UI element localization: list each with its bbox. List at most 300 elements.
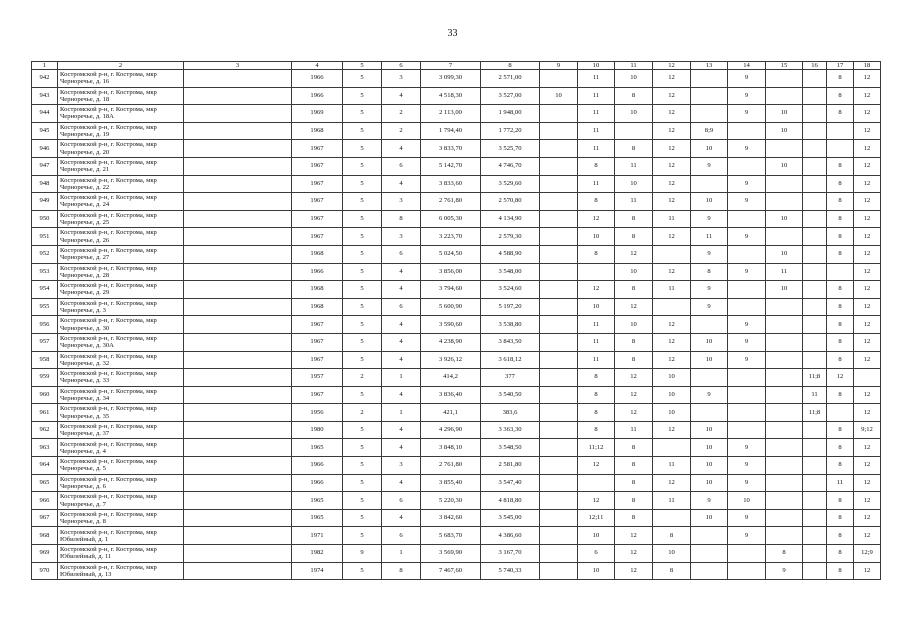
table-row [32,509,881,527]
col-16-cell: 11;8 [803,404,827,422]
col-16-cell [803,298,827,316]
row-number-cell: 961 [32,404,58,422]
col-14-cell: 9 [728,175,766,193]
col-18-cell: 12 [854,175,881,193]
col-9-cell [540,281,578,299]
col-16-cell [803,421,827,439]
col-10-cell: 8 [578,404,615,422]
col-17-cell: 8 [827,298,854,316]
col-16-cell [803,333,827,351]
address-line: Черноречье, д. 28 [60,271,110,279]
address-cell [58,87,184,105]
col-12-cell: 12 [653,228,691,246]
col-13-cell [691,369,728,387]
column-number-18: 18 [854,62,881,70]
col-18-cell: 12 [854,527,881,545]
col-6-cell: 2 [382,122,421,140]
col-12-cell: 11 [653,210,691,228]
col-18-cell: 12 [854,281,881,299]
address-line: Костромской р-н, г. Кострома, мкр [60,510,157,518]
col-7-cell: 3 856,00 [421,263,481,281]
col-5-cell: 5 [343,457,382,475]
col-4-cell: 1967 [292,193,343,211]
column-number-15: 15 [766,62,803,70]
col-17-cell: 8 [827,70,854,88]
row-number-cell: 966 [32,492,58,510]
col-17-cell [827,404,854,422]
col-11-cell: 8 [615,333,653,351]
col-15-cell [766,333,803,351]
table-row [32,527,881,545]
col-4-cell: 1967 [292,157,343,175]
col-12-cell [653,509,691,527]
address-line: Костромской р-н, г. Кострома, мкр [60,493,157,501]
column-number-1: 1 [32,62,58,70]
col-6-cell: 4 [382,351,421,369]
address-cell [58,245,184,263]
col-3-cell [184,492,292,510]
table-row [32,298,881,316]
col-14-cell [728,298,766,316]
col-17-cell: 8 [827,105,854,123]
address-line: Черноречье, д. 24 [60,201,110,209]
col-7-cell: 1 794,40 [421,122,481,140]
col-15-cell [766,439,803,457]
address-cell [58,70,184,88]
col-8-cell: 3 538,80 [481,316,540,334]
col-9-cell [540,509,578,527]
col-3-cell [184,193,292,211]
column-number-2: 2 [58,62,184,70]
col-12-cell: 12 [653,193,691,211]
col-8-cell: 3 529,60 [481,175,540,193]
col-18-cell: 12 [854,193,881,211]
col-4-cell: 1968 [292,281,343,299]
col-5-cell: 5 [343,527,382,545]
col-18-cell: 12 [854,210,881,228]
col-14-cell [728,421,766,439]
col-6-cell: 1 [382,404,421,422]
col-16-cell [803,193,827,211]
col-13-cell: 10 [691,509,728,527]
col-13-cell: 10 [691,351,728,369]
col-14-cell: 10 [728,492,766,510]
address-line: Черноречье, д. 25 [60,219,110,227]
column-number-8: 8 [481,62,540,70]
col-14-cell: 9 [728,474,766,492]
col-13-cell [691,105,728,123]
address-line: Черноречье, д. 6 [60,482,106,490]
col-12-cell: 12 [653,421,691,439]
col-4-cell: 1969 [292,105,343,123]
row-number-cell: 952 [32,245,58,263]
col-18-cell: 12 [854,562,881,580]
col-7-cell: 3 926,12 [421,351,481,369]
col-16-cell [803,527,827,545]
col-11-cell [615,122,653,140]
col-11-cell: 12 [615,245,653,263]
col-3-cell [184,122,292,140]
col-10-cell: 11;12 [578,439,615,457]
col-9-cell [540,316,578,334]
col-18-cell [854,369,881,387]
col-13-cell [691,175,728,193]
col-14-cell: 9 [728,527,766,545]
col-18-cell: 12 [854,351,881,369]
row-number-cell: 944 [32,105,58,123]
col-10-cell: 8 [578,245,615,263]
col-6-cell: 4 [382,140,421,158]
col-5-cell: 5 [343,193,382,211]
col-10-cell: 11 [578,70,615,88]
col-8-cell: 2 570,80 [481,193,540,211]
address-line: Костромской р-н, г. Кострома, мкр [60,563,157,571]
address-line: Костромской р-н, г. Кострома, мкр [60,405,157,413]
col-18-cell: 12 [854,298,881,316]
col-4-cell: 1967 [292,140,343,158]
col-9-cell [540,545,578,563]
col-10-cell [578,474,615,492]
col-5-cell: 2 [343,404,382,422]
col-5-cell: 5 [343,157,382,175]
col-6-cell: 3 [382,228,421,246]
col-7-cell: 3 099,30 [421,70,481,88]
col-12-cell: 12 [653,263,691,281]
col-8-cell: 3 545,00 [481,509,540,527]
column-number-14: 14 [728,62,766,70]
col-16-cell [803,492,827,510]
address-cell [58,122,184,140]
col-8-cell: 377 [481,369,540,387]
row-number-cell: 951 [32,228,58,246]
col-6-cell: 4 [382,87,421,105]
row-number-cell: 960 [32,386,58,404]
col-4-cell: 1967 [292,316,343,334]
table-row [32,281,881,299]
address-cell [58,509,184,527]
col-8-cell: 3 548,50 [481,439,540,457]
col-7-cell: 4 296,90 [421,421,481,439]
col-4-cell: 1980 [292,421,343,439]
col-17-cell: 8 [827,210,854,228]
col-4-cell: 1956 [292,404,343,422]
col-4-cell: 1965 [292,439,343,457]
col-8-cell: 4 818,80 [481,492,540,510]
col-15-cell [766,457,803,475]
address-cell [58,562,184,580]
col-15-cell: 10 [766,281,803,299]
col-4-cell: 1968 [292,245,343,263]
col-3-cell [184,562,292,580]
col-9-cell [540,474,578,492]
row-number-cell: 954 [32,281,58,299]
col-14-cell: 9 [728,509,766,527]
col-6-cell: 6 [382,527,421,545]
col-18-cell: 12 [854,386,881,404]
col-16-cell [803,509,827,527]
col-17-cell: 8 [827,193,854,211]
col-9-cell [540,193,578,211]
table-row [32,210,881,228]
col-12-cell: 10 [653,386,691,404]
col-13-cell [691,316,728,334]
col-10-cell: 11 [578,316,615,334]
col-9-cell [540,351,578,369]
col-10-cell: 12 [578,457,615,475]
row-number-cell: 945 [32,122,58,140]
address-cell [58,457,184,475]
table-row [32,351,881,369]
col-5-cell: 2 [343,369,382,387]
table-row [32,316,881,334]
col-6-cell: 4 [382,175,421,193]
col-12-cell: 12 [653,70,691,88]
table-row [32,333,881,351]
col-16-cell [803,210,827,228]
address-line: Костромской р-н, г. Кострома, мкр [60,422,157,430]
row-number-cell: 948 [32,175,58,193]
col-10-cell: 11 [578,175,615,193]
row-number-cell: 963 [32,439,58,457]
col-12-cell: 11 [653,457,691,475]
address-line: Черноречье, д. 22 [60,183,110,191]
col-18-cell: 12 [854,87,881,105]
col-10-cell: 10 [578,562,615,580]
col-18-cell: 12 [854,439,881,457]
col-5-cell: 5 [343,122,382,140]
address-cell [58,474,184,492]
col-8-cell: 3 524,60 [481,281,540,299]
col-6-cell: 4 [382,263,421,281]
col-5-cell: 5 [343,509,382,527]
column-number-header-row [32,62,881,70]
address-line: Костромской р-н, г. Кострома, мкр [60,317,157,325]
table-row [32,263,881,281]
col-14-cell: 9 [728,333,766,351]
row-number-cell: 968 [32,527,58,545]
table-body [32,62,881,580]
col-7-cell: 5 683,70 [421,527,481,545]
address-line: Костромской р-н, г. Кострома, мкр [60,123,157,131]
col-15-cell: 9 [766,562,803,580]
col-10-cell: 8 [578,157,615,175]
address-cell [58,210,184,228]
col-6-cell: 4 [382,439,421,457]
col-5-cell: 5 [343,421,382,439]
col-4-cell: 1967 [292,175,343,193]
address-cell [58,386,184,404]
col-13-cell: 9 [691,492,728,510]
col-15-cell [766,351,803,369]
col-12-cell [653,439,691,457]
col-7-cell: 6 005,30 [421,210,481,228]
col-18-cell: 12 [854,316,881,334]
col-6-cell: 2 [382,105,421,123]
col-18-cell: 12 [854,509,881,527]
col-15-cell: 11 [766,263,803,281]
col-16-cell [803,439,827,457]
address-line: Юбилейный, д. 11 [60,553,112,561]
col-7-cell: 3 833,60 [421,175,481,193]
row-number-cell: 965 [32,474,58,492]
col-8-cell: 3 363,30 [481,421,540,439]
col-13-cell [691,404,728,422]
col-14-cell [728,210,766,228]
row-number-cell: 957 [32,333,58,351]
col-11-cell: 8 [615,439,653,457]
row-number-cell: 962 [32,421,58,439]
col-15-cell: 10 [766,122,803,140]
col-6-cell: 4 [382,386,421,404]
table-row [32,404,881,422]
col-14-cell: 9 [728,70,766,88]
address-line: Черноречье, д. 35 [60,412,110,420]
col-17-cell: 12 [827,369,854,387]
col-14-cell: 9 [728,316,766,334]
col-3-cell [184,105,292,123]
col-7-cell: 3 855,40 [421,474,481,492]
col-15-cell [766,193,803,211]
col-15-cell: 8 [766,545,803,563]
address-cell [58,157,184,175]
col-13-cell: 10 [691,474,728,492]
col-17-cell: 8 [827,457,854,475]
table-row [32,439,881,457]
table-row [32,492,881,510]
col-3-cell [184,545,292,563]
col-12-cell: 12 [653,175,691,193]
address-line: Костромской р-н, г. Кострома, мкр [60,176,157,184]
col-10-cell: 8 [578,421,615,439]
col-7-cell: 3 836,40 [421,386,481,404]
col-13-cell [691,562,728,580]
col-10-cell: 11 [578,105,615,123]
col-9-cell [540,263,578,281]
col-4-cell: 1967 [292,333,343,351]
col-10-cell: 12;11 [578,509,615,527]
col-14-cell: 9 [728,457,766,475]
col-8-cell: 3 525,70 [481,140,540,158]
address-line: Костромской р-н, г. Кострома, мкр [60,247,157,255]
col-17-cell: 8 [827,245,854,263]
row-number-cell: 969 [32,545,58,563]
address-cell [58,369,184,387]
col-11-cell: 8 [615,281,653,299]
col-14-cell [728,386,766,404]
col-16-cell: 11;8 [803,369,827,387]
col-18-cell: 12 [854,228,881,246]
col-9-cell [540,228,578,246]
col-6-cell: 4 [382,421,421,439]
col-6-cell: 4 [382,474,421,492]
col-16-cell [803,316,827,334]
table-row [32,70,881,88]
col-6-cell: 6 [382,157,421,175]
col-3-cell [184,351,292,369]
address-cell [58,333,184,351]
col-15-cell [766,369,803,387]
address-line: Черноречье, д. 26 [60,236,110,244]
col-17-cell: 8 [827,386,854,404]
col-9-cell [540,457,578,475]
col-9-cell [540,210,578,228]
column-number-12: 12 [653,62,691,70]
row-number-cell: 949 [32,193,58,211]
col-17-cell: 8 [827,316,854,334]
col-4-cell: 1968 [292,298,343,316]
col-11-cell: 8 [615,457,653,475]
col-9-cell [540,421,578,439]
col-16-cell [803,562,827,580]
col-15-cell [766,298,803,316]
address-cell [58,140,184,158]
col-17-cell: 8 [827,527,854,545]
col-13-cell: 8;9 [691,122,728,140]
col-12-cell [653,245,691,263]
col-11-cell: 11 [615,157,653,175]
col-18-cell: 12 [854,492,881,510]
col-5-cell: 5 [343,333,382,351]
col-17-cell: 8 [827,509,854,527]
address-line: Черноречье, д. 3 [60,307,106,315]
col-16-cell [803,457,827,475]
col-10-cell: 6 [578,545,615,563]
col-18-cell: 12 [854,263,881,281]
col-4-cell: 1971 [292,527,343,545]
col-12-cell: 12 [653,316,691,334]
col-9-cell [540,175,578,193]
col-13-cell: 9 [691,281,728,299]
col-8-cell: 2 581,80 [481,457,540,475]
col-4-cell: 1967 [292,351,343,369]
col-14-cell: 9 [728,105,766,123]
row-number-cell: 942 [32,70,58,88]
col-5-cell: 5 [343,228,382,246]
col-5-cell: 5 [343,70,382,88]
col-12-cell: 10 [653,369,691,387]
col-16-cell [803,281,827,299]
col-11-cell: 12 [615,369,653,387]
col-15-cell [766,492,803,510]
col-13-cell [691,545,728,563]
address-line: Черноречье, д. 5 [60,465,106,473]
table-row [32,369,881,387]
col-11-cell: 10 [615,70,653,88]
address-line: Черноречье, д. 29 [60,289,110,297]
address-line: Костромской р-н, г. Кострома, мкр [60,528,157,536]
col-7-cell: 5 600,90 [421,298,481,316]
col-5-cell: 5 [343,298,382,316]
col-5-cell: 5 [343,175,382,193]
col-14-cell: 9 [728,351,766,369]
col-17-cell: 8 [827,87,854,105]
col-10-cell: 8 [578,386,615,404]
address-line: Костромской р-н, г. Кострома, мкр [60,71,157,79]
col-13-cell [691,87,728,105]
col-8-cell: 4 588,90 [481,245,540,263]
col-11-cell: 12 [615,298,653,316]
col-14-cell [728,245,766,263]
address-cell [58,281,184,299]
col-14-cell: 9 [728,263,766,281]
address-line: Черноречье, д. 33 [60,377,110,385]
col-16-cell [803,157,827,175]
address-line: Черноречье, д. 4 [60,447,106,455]
col-18-cell: 12 [854,404,881,422]
col-7-cell: 7 467,60 [421,562,481,580]
col-6-cell: 6 [382,492,421,510]
col-11-cell: 12 [615,545,653,563]
